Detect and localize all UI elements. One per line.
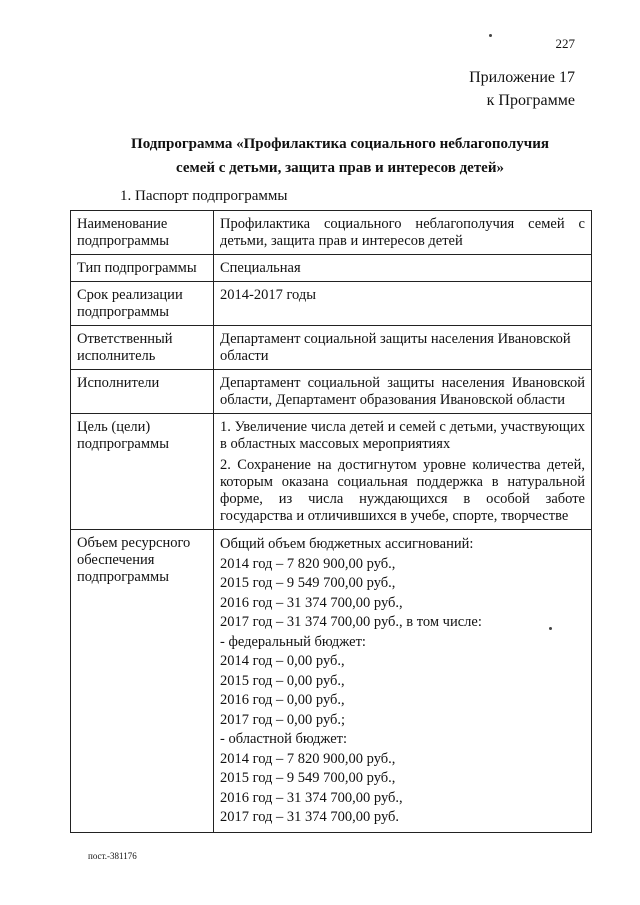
funding-line: 2015 год – 0,00 руб., [220,672,345,689]
funding-line: 2017 год – 31 374 700,00 руб., в том числе: [220,614,482,630]
appendix-line-1: Приложение 17 [469,69,575,86]
section-title: 1. Паспорт подпрограммы [120,188,288,204]
heading-line-2: семей с детьми, защита прав и интересов детей» [176,160,504,176]
appendix-line-2: к Программе [486,92,575,109]
row-label: Объем ресурсного обеспечения подпрограммы [71,530,214,833]
funding-line: - областной бюджет: [220,731,348,747]
funding-line: 2014 год – 0,00 руб., [220,653,345,669]
row-label: Срок реализации подпрограммы [71,282,214,326]
table-row [71,530,592,833]
document-footer-code: пост.-381176 [88,851,137,861]
row-label: Наименование подпрограммы [71,211,214,255]
funding-line: 2017 год – 0,00 руб.; [220,711,346,728]
scan-speck [549,627,552,630]
table-row [71,326,592,370]
funding-line: 2014 год – 7 820 900,00 руб., [220,750,396,767]
row-label: Исполнители [71,370,214,414]
subprogram-heading [80,132,600,180]
table-row [71,370,592,414]
row-value: 2014-2017 годы [214,282,592,326]
funding-line: 2014 год – 7 820 900,00 руб., [220,555,396,572]
row-label: Тип подпрограммы [71,255,214,282]
row-value [214,414,592,530]
row-value: Профилактика социального неблагополучия семей с детьми, защита прав и интересов детей [214,211,592,255]
row-value: Специальная [214,255,592,282]
funding-line: Общий объем бюджетных ассигнований: [220,536,474,552]
funding-line: 2016 год – 31 374 700,00 руб., [220,789,403,806]
row-label: Цель (цели) подпрограммы [71,414,214,530]
funding-line: 2017 год – 31 374 700,00 руб. [220,809,400,825]
appendix-reference [469,66,575,112]
table-row [71,282,592,326]
funding-line: 2016 год – 0,00 руб., [220,692,345,708]
table-row [71,255,592,282]
row-value: Департамент социальной защиты населения Ивановской области [214,326,592,370]
goal-2: 2. Сохранение на достигнутом уровне количества детей, которым оказана социальная поддержка в натуральной форме, из числа нуждающихся в особой заботе государства и отличившихся в учебе, спорте, творчестве [220,457,585,524]
row-value [214,530,592,833]
heading-line-1: Подпрограмма «Профилактика социального неблагополучия [131,136,549,152]
funding-line: 2016 год – 31 374 700,00 руб., [220,594,403,611]
scan-speck [489,34,492,37]
funding-line: - федеральный бюджет: [220,633,366,650]
table-row [71,211,592,255]
passport-table [70,210,592,833]
page-number: 227 [555,36,575,51]
funding-line: 2015 год – 9 549 700,00 руб., [220,575,396,591]
funding-line: 2015 год – 9 549 700,00 руб., [220,770,396,786]
row-value: Департамент социальной защиты населения Ивановской области, Департамент образования Ивановской области [214,370,592,414]
goal-1: 1. Увеличение числа детей и семей с детьми, участвующих в областных массовых мероприятиях [220,419,585,452]
table-row [71,414,592,530]
row-label: Ответственный исполнитель [71,326,214,370]
